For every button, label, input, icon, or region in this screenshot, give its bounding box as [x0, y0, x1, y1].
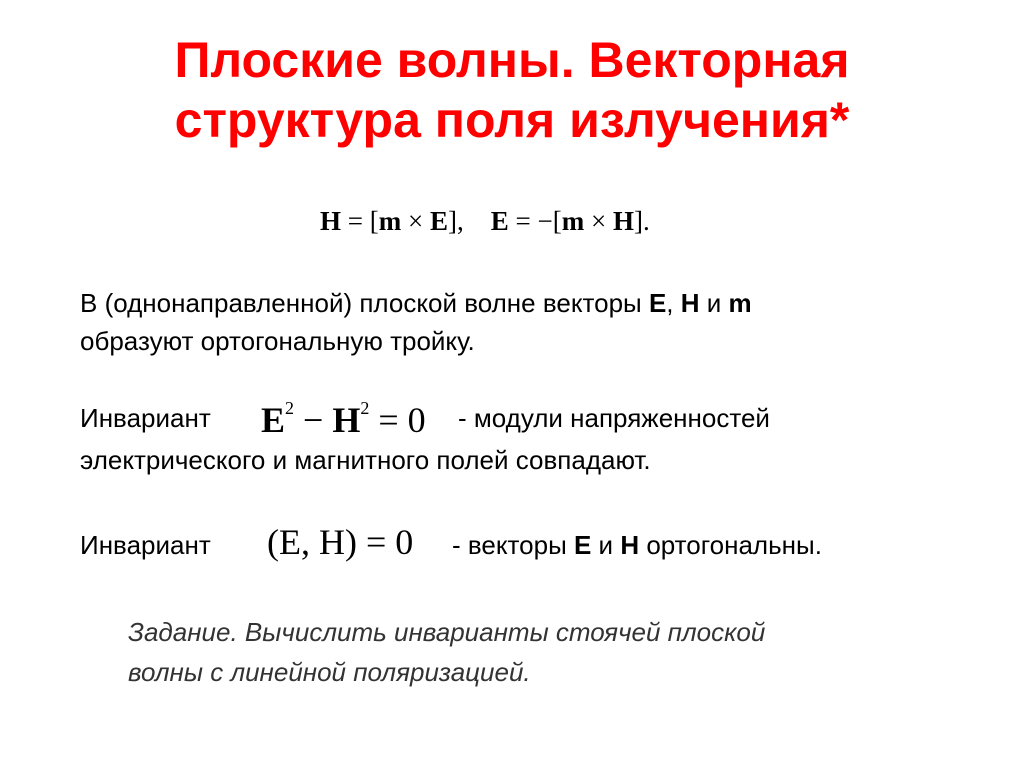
formula-close-2: ].: [633, 206, 650, 236]
invariant2-desc-prefix: - векторы: [452, 530, 574, 560]
invariant2-vec-h: H: [620, 530, 640, 560]
formula-cross-1: ×: [401, 206, 430, 236]
invariant2-and: и: [591, 530, 621, 560]
formula-close-1: ],: [447, 206, 464, 236]
slide-title: [0, 30, 1024, 150]
task-text: [128, 612, 765, 692]
formula-gap: [464, 206, 491, 236]
maxwell-relations-formula: [320, 206, 650, 237]
formula-e-lhs: E: [490, 206, 509, 236]
invariant1-math-h: H: [332, 400, 361, 440]
formula-e-1: E: [429, 206, 448, 236]
invariant2-label: Инвариант: [80, 530, 211, 560]
paragraph1-and: и: [699, 288, 729, 318]
invariant1-description: - модули напряженностей: [458, 403, 770, 433]
formula-h-2: H: [612, 206, 634, 236]
title-line-2: структура поля излучения*: [174, 92, 850, 148]
paragraph1-text: В (однонаправленной) плоской волне векторы: [80, 288, 649, 318]
invariant2-vec-e: E: [573, 530, 592, 560]
invariant1-math-e: E: [261, 400, 286, 440]
paragraph1-line2: образуют ортогональную тройку.: [80, 326, 475, 356]
invariant1-description-line2: электрического и магнитного полей совпадают.: [80, 445, 651, 475]
invariant1-equals-zero: = 0: [369, 400, 426, 440]
invariant2-formula: (E, H) = 0: [267, 522, 414, 562]
formula-m-2: m: [561, 206, 585, 236]
task-line-2: волны с линейной поляризацией.: [128, 657, 531, 687]
paragraph1-vec-e: E: [648, 288, 667, 318]
invariant2-description: [452, 530, 822, 561]
invariant2-desc-suffix: ортогональны.: [639, 530, 822, 560]
formula-h-lhs: H: [320, 206, 342, 236]
invariant1-exp-2: 2: [360, 398, 370, 418]
paragraph1-vec-h: H: [680, 288, 700, 318]
formula-eq-1: = [: [341, 206, 379, 236]
invariant1-minus: −: [294, 400, 333, 440]
paragraph1-vec-m: m: [728, 288, 752, 318]
formula-eq-2: = −[: [508, 206, 562, 236]
formula-m-1: m: [378, 206, 402, 236]
title-line-1: Плоские волны. Векторная: [174, 32, 850, 88]
formula-cross-2: ×: [584, 206, 613, 236]
invariant1-label: Инвариант: [80, 403, 211, 433]
invariant1-formula: [261, 398, 426, 441]
paragraph1-comma: ,: [666, 288, 681, 318]
invariant1-exp-1: 2: [285, 398, 295, 418]
task-line-1: Задание. Вычислить инварианты стоячей плоской: [128, 617, 766, 647]
orthogonal-triple-paragraph: [80, 284, 752, 360]
